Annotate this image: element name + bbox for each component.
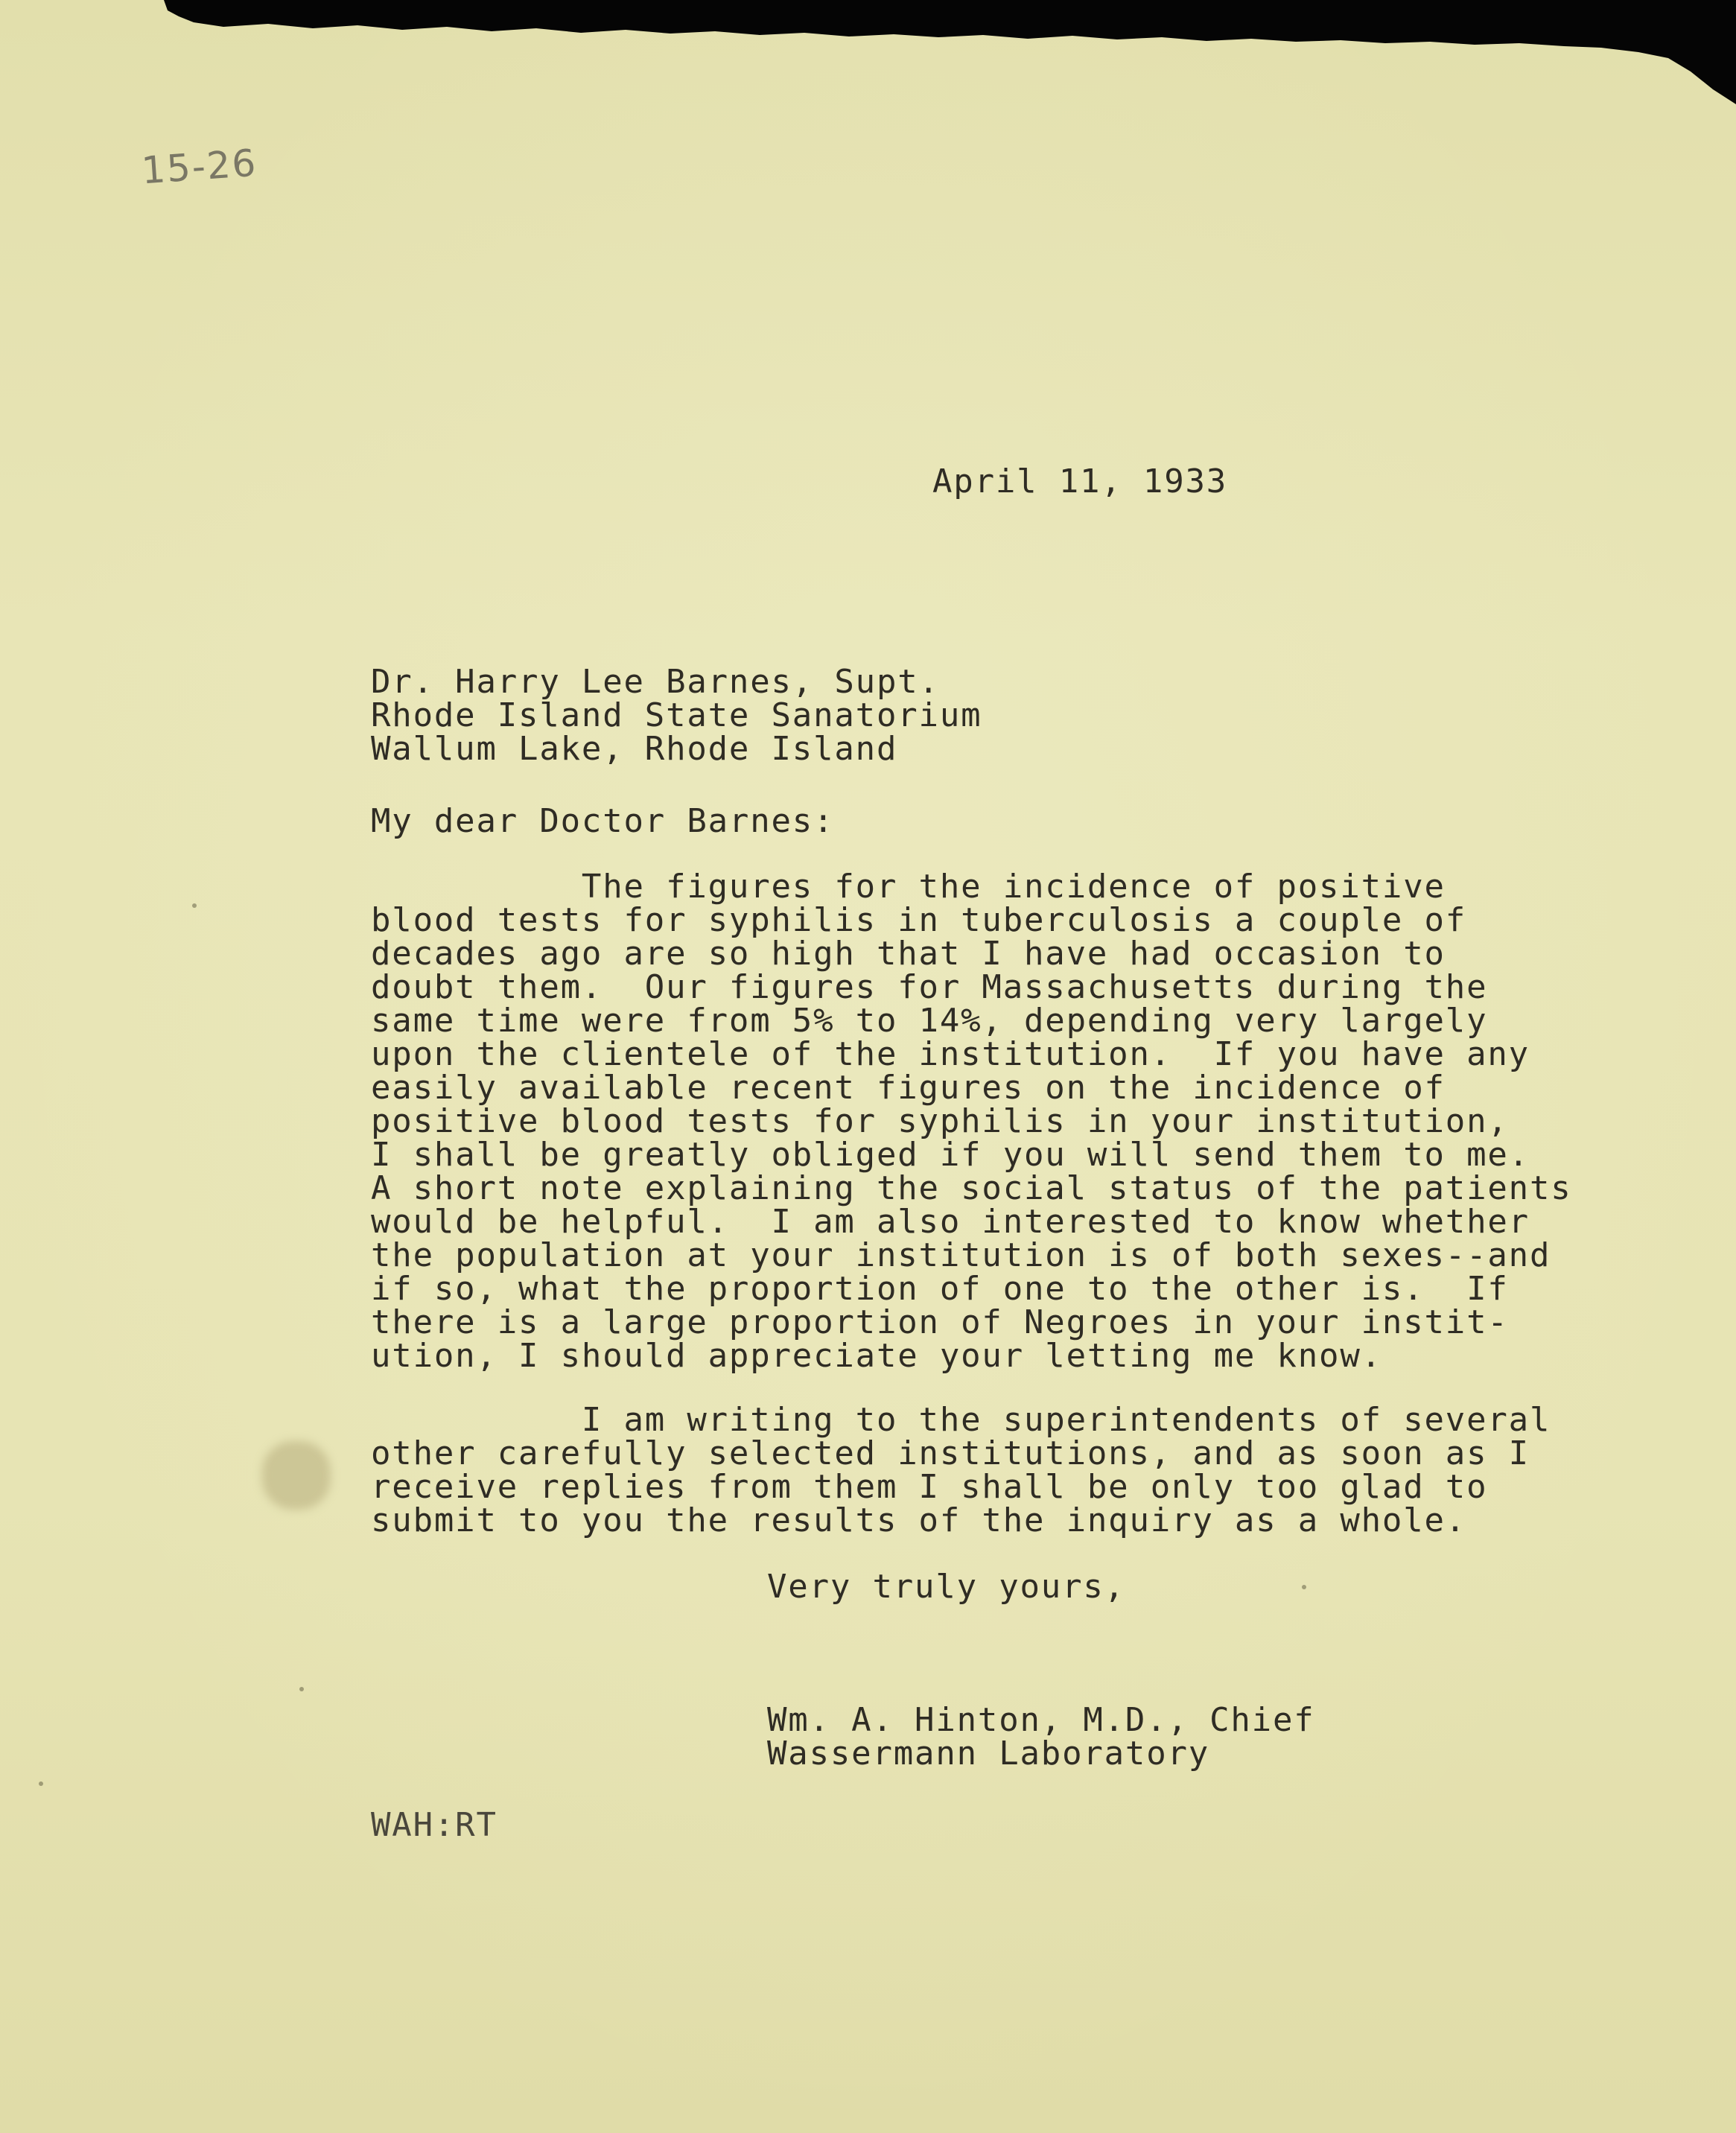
paragraph-line: decades ago are so high that I have had occasion to (371, 935, 1446, 973)
reference-initials: WAH:RT (371, 1806, 497, 1844)
torn-paper-edge (0, 0, 1736, 104)
paragraph-line: doubt them. Our figures for Massachusetts during the (371, 968, 1488, 1006)
paragraph-line: same time were from 5% to 14%, depending very largely (371, 1002, 1488, 1040)
paper-speck (1302, 1585, 1306, 1589)
body-paragraph-1 (371, 870, 1572, 1373)
paragraph-line: there is a large proportion of Negroes in your instit- (371, 1303, 1509, 1341)
paragraph-line: submit to you the results of the inquiry as a whole. (371, 1501, 1467, 1539)
paragraph-line: positive blood tests for syphilis in your institution, (371, 1102, 1509, 1140)
paragraph-line: The figures for the incidence of positive (371, 868, 1446, 906)
body-paragraph-2 (371, 1403, 1551, 1537)
signature-line: Wm. A. Hinton, M.D., Chief (767, 1701, 1315, 1739)
paragraph-line: receive replies from them I shall be only too glad to (371, 1468, 1488, 1506)
paragraph-line: the population at your institution is of both sexes--and (371, 1236, 1551, 1274)
paragraph-line: I am writing to the superintendents of several (371, 1401, 1551, 1439)
paragraph-line: A short note explaining the social status of the patients (371, 1169, 1572, 1207)
paragraph-line: blood tests for syphilis in tuberculosis a couple of (371, 901, 1467, 939)
address-line: Dr. Harry Lee Barnes, Supt. (371, 663, 940, 701)
salutation: My dear Doctor Barnes: (371, 802, 835, 840)
paragraph-line: upon the clientele of the institution. If you have any (371, 1035, 1530, 1073)
paragraph-line: if so, what the proportion of one to the other is. If (371, 1270, 1509, 1308)
signature-line: Wassermann Laboratory (767, 1735, 1210, 1773)
complimentary-closing: Very truly yours, (767, 1568, 1125, 1606)
recipient-address (371, 665, 982, 766)
paragraph-line: I shall be greatly obliged if you will send them to me. (371, 1136, 1530, 1174)
paper-speck (39, 1781, 43, 1786)
paragraph-line: easily available recent figures on the incidence of (371, 1069, 1446, 1107)
paper-stain (262, 1441, 331, 1510)
letter-date: April 11, 1933 (932, 462, 1228, 500)
paragraph-line: ution, I should appreciate your letting me know. (371, 1337, 1382, 1375)
paragraph-line: would be helpful. I am also interested to know whether (371, 1203, 1530, 1241)
paper-speck (299, 1687, 304, 1691)
signature-block (767, 1701, 1315, 1773)
address-line: Rhode Island State Sanatorium (371, 696, 982, 734)
address-line: Wallum Lake, Rhode Island (371, 730, 898, 768)
pencil-annotation: 15-26 (140, 141, 259, 193)
paper-speck (192, 903, 197, 908)
paragraph-line: other carefully selected institutions, and as soon as I (371, 1434, 1530, 1472)
